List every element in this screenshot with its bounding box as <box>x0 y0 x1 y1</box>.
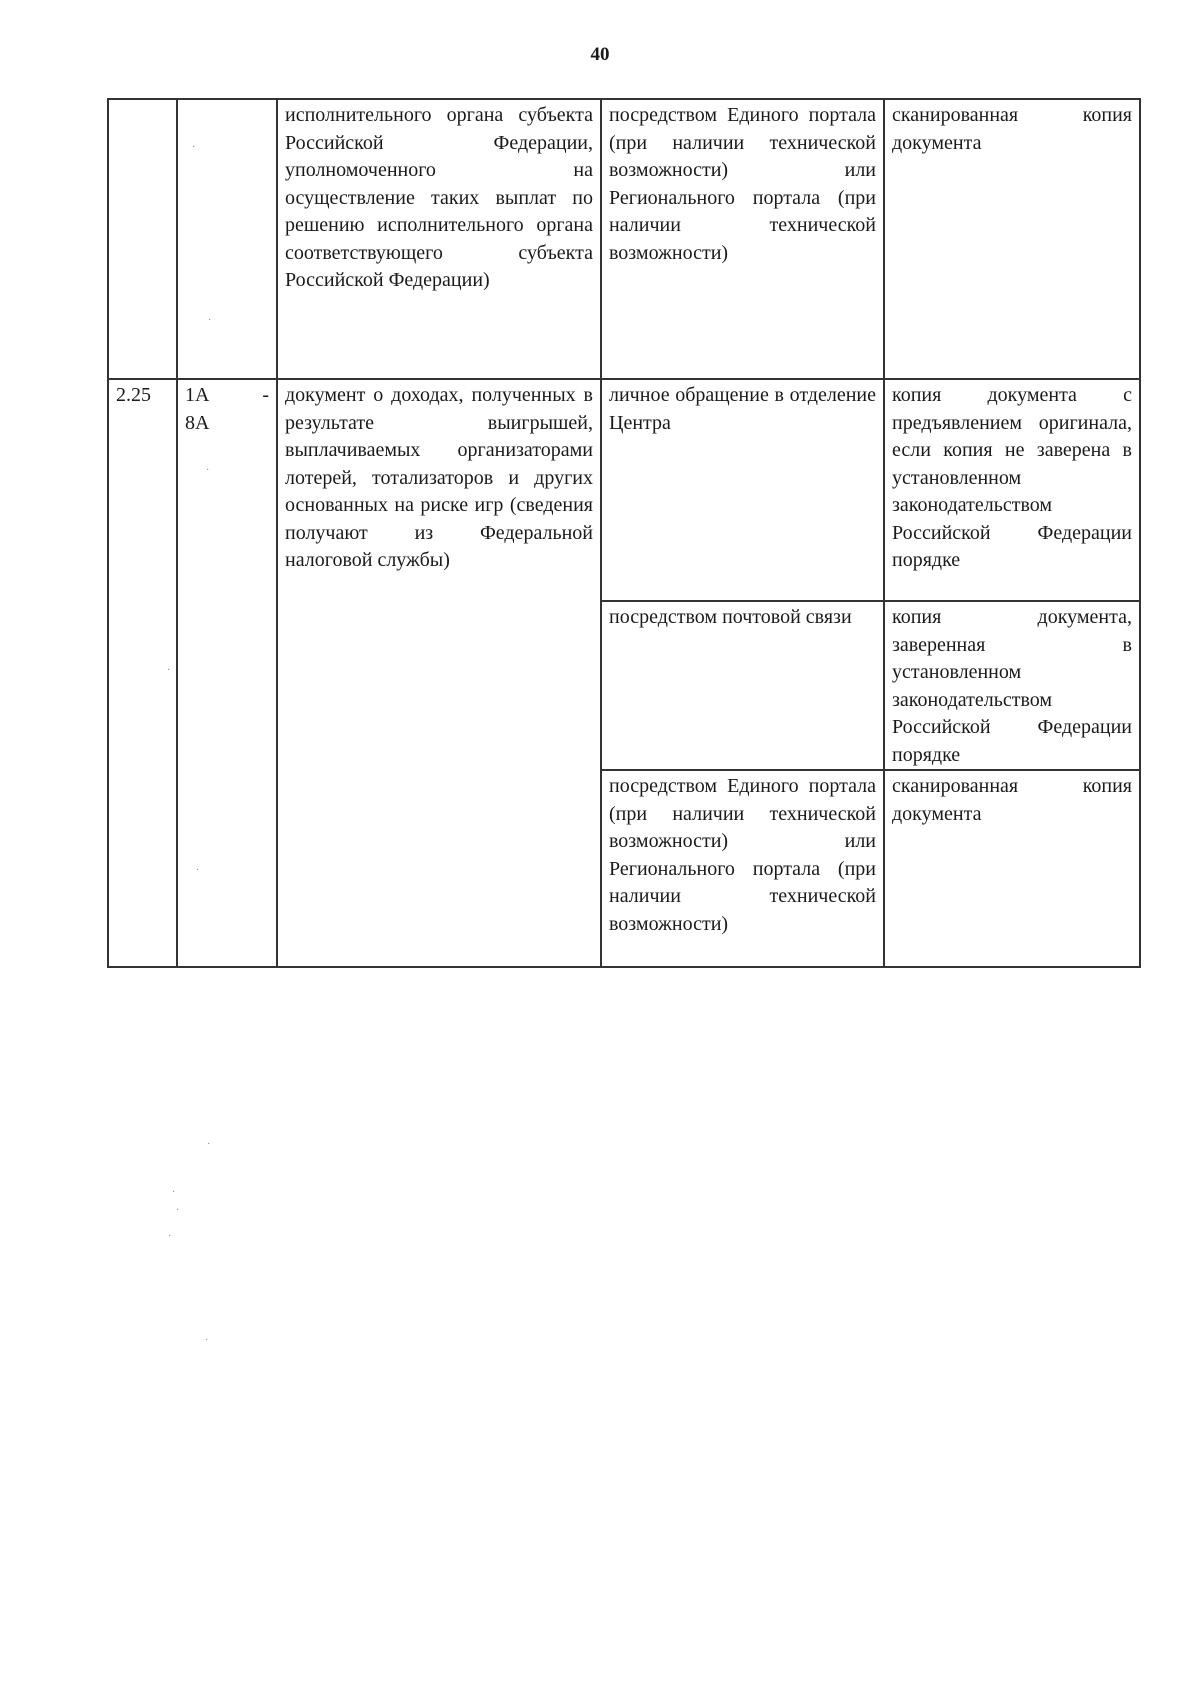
cell-document-form-mail: копия документа, заверенная в установленном законодательством Российской Федерации порядке <box>884 601 1140 770</box>
cell-document: документ о доходах, полученных в результате выигрышей, выплачиваемых организаторами лотерей, тотализаторов и других основанных на риске игр (сведения получают из Федеральной налоговой службы) <box>277 379 601 967</box>
table-row-2-25 <box>108 379 1140 601</box>
cell-submission-method-mail: посредством почтовой связи <box>601 601 884 770</box>
code-end: 8А <box>185 411 210 434</box>
cell-row-number: 2.25 <box>108 379 177 967</box>
cell-document-form-portal: сканированная копия документа <box>884 770 1140 967</box>
document-requirements-table <box>107 98 1141 968</box>
table-row-continuation <box>108 99 1140 379</box>
scan-speck: · <box>206 465 210 476</box>
scan-speck: · <box>192 142 196 153</box>
cell-submission-method-portal: посредством Единого портала (при наличии технической возможности) или Регионального портала (при наличии технической возможности) <box>601 770 884 967</box>
scan-speck: · <box>176 1205 180 1216</box>
cell-code <box>177 379 277 967</box>
scan-speck: · <box>207 1139 211 1150</box>
cell-document-form: сканированная копия документа <box>884 99 1140 379</box>
cell-code <box>177 99 277 379</box>
page-number: 40 <box>590 44 610 65</box>
scan-speck: · <box>208 315 212 326</box>
code-dash: - <box>262 384 269 406</box>
cell-document: исполнительного органа субъекта Российской Федерации, уполномоченного на осуществление таких выплат по решению исполнительного органа соответствующего субъекта Российской Федерации) <box>277 99 601 379</box>
scan-speck: · <box>196 865 200 876</box>
scan-speck: · <box>167 665 171 676</box>
cell-submission-method-in-person: личное обращение в отделение Центра <box>601 379 884 601</box>
scan-speck: · <box>205 1335 209 1346</box>
cell-submission-method: посредством Единого портала (при наличии технической возможности) или Регионального портала (при наличии технической возможности) <box>601 99 884 379</box>
scan-speck: · <box>172 1187 176 1198</box>
cell-document-form-in-person: копия документа с предъявлением оригинала, если копия не заверена в установленном законодательством Российской Федерации порядке <box>884 379 1140 601</box>
code-start: 1А <box>185 384 210 406</box>
cell-row-number <box>108 99 177 379</box>
scan-speck: · <box>168 1231 172 1242</box>
